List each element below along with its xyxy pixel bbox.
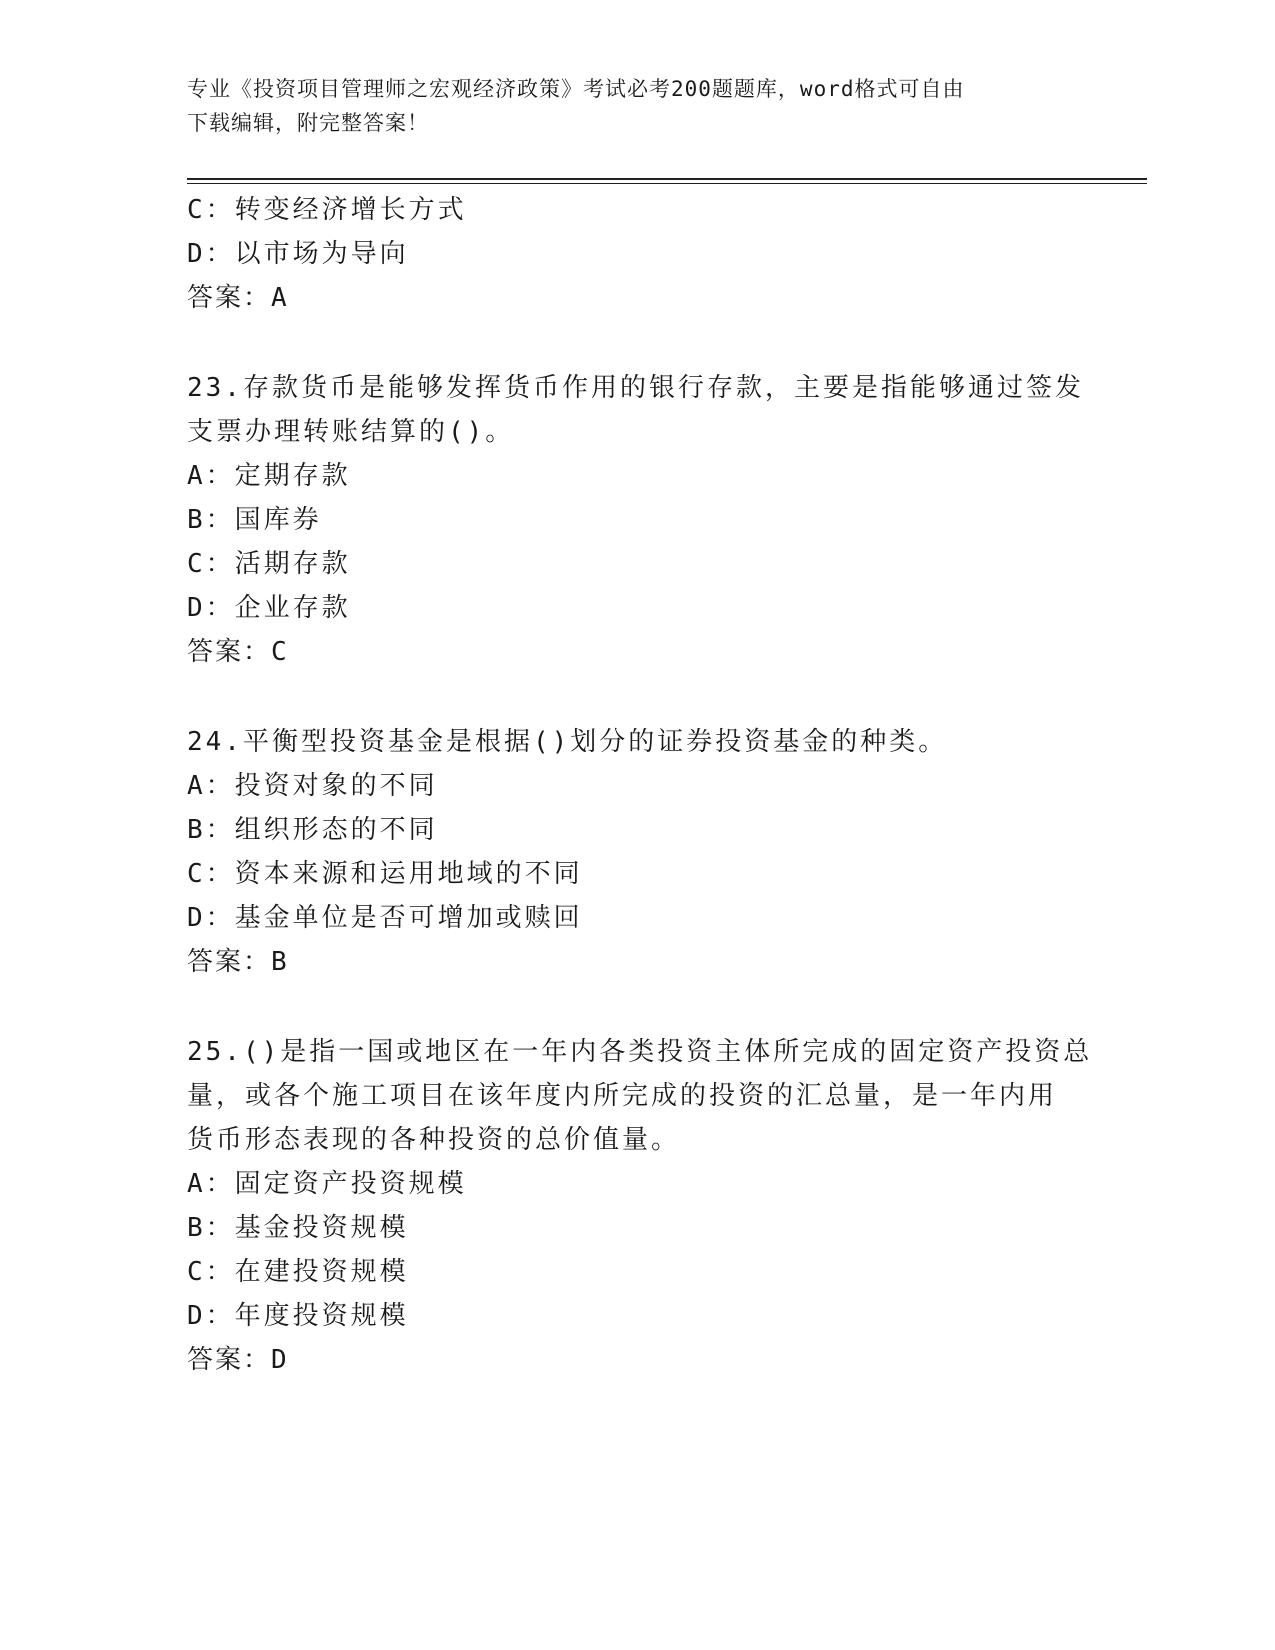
q23-option-c: C：活期存款 (187, 549, 351, 579)
q25-answer (187, 1343, 288, 1377)
answer-label: 答案： (187, 947, 272, 977)
q25-option-b: B：基金投资规模 (187, 1213, 409, 1243)
q23-option-a: A：定期存款 (187, 461, 351, 491)
q23-answer (187, 635, 288, 669)
answer-value: C (271, 637, 288, 667)
answer-label: 答案： (187, 1345, 272, 1375)
header-divider-thick (187, 178, 1147, 180)
q24-option-d: D：基金单位是否可增加或赎回 (187, 903, 583, 933)
q23-option-d: D：企业存款 (187, 593, 351, 623)
header-line-2: 下载编辑，附完整答案！ (187, 111, 429, 135)
answer-value: B (271, 947, 288, 977)
answer-value: D (271, 1345, 288, 1375)
answer-label: 答案： (187, 637, 272, 667)
header-line-1: 专业《投资项目管理师之宏观经济政策》考试必考200题题库，word格式可自由 (187, 77, 965, 101)
q24-option-b: B：组织形态的不同 (187, 815, 438, 845)
q23-option-b: B：国库券 (187, 505, 322, 535)
q25-stem-line-3: 货币形态表现的各种投资的总价值量。 (187, 1125, 681, 1155)
q24-answer (187, 945, 288, 979)
q24-option-c: C：资本来源和运用地域的不同 (187, 859, 583, 889)
q25-stem-line-2: 量，或各个施工项目在该年度内所完成的投资的汇总量，是一年内用 (187, 1081, 1058, 1111)
q24-stem-line-1: 24.平衡型投资基金是根据()划分的证券投资基金的种类。 (187, 727, 948, 757)
q25-option-a: A：固定资产投资规模 (187, 1169, 467, 1199)
q25-stem-line-1: 25.()是指一国或地区在一年内各类投资主体所完成的固定资产投资总 (187, 1037, 1093, 1067)
answer-value: A (271, 283, 288, 313)
q23-stem-line-2: 支票办理转账结算的()。 (187, 417, 515, 447)
prev-answer (187, 281, 288, 315)
document-header (187, 72, 1087, 140)
q25-option-d: D：年度投资规模 (187, 1301, 409, 1331)
prev-option-c: C：转变经济增长方式 (187, 195, 467, 225)
q23-stem-line-1: 23.存款货币是能够发挥货币作用的银行存款，主要是指能够通过签发 (187, 373, 1084, 403)
header-divider-thin (187, 183, 1147, 184)
q24-option-a: A：投资对象的不同 (187, 771, 438, 801)
answer-label: 答案： (187, 283, 272, 313)
prev-option-d: D：以市场为导向 (187, 239, 409, 269)
q25-option-c: C：在建投资规模 (187, 1257, 409, 1287)
